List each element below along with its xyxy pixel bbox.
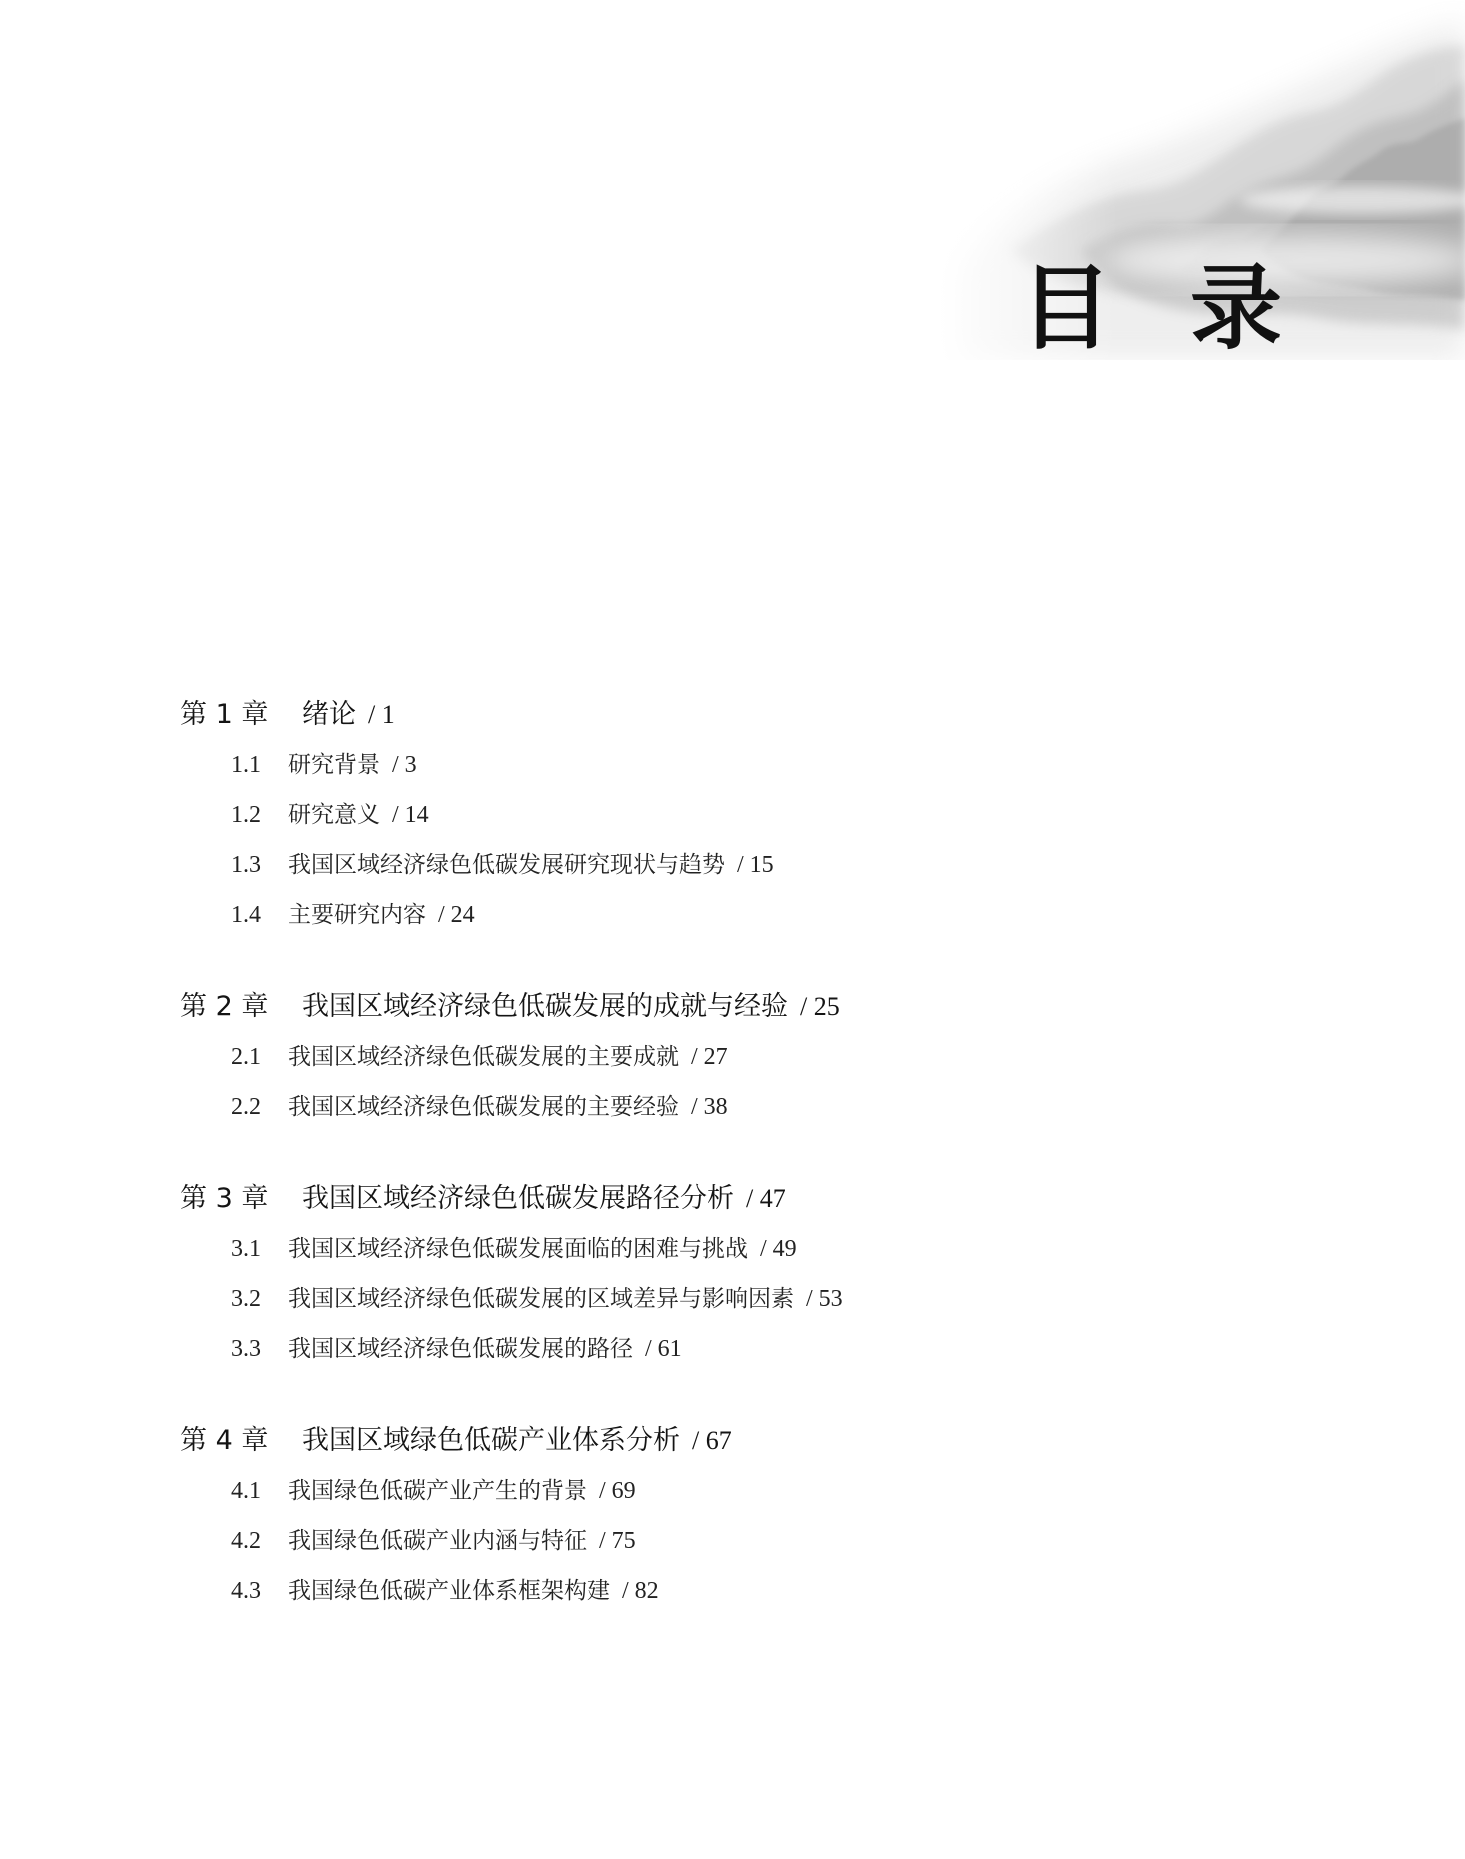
toc-section-entry[interactable] [180,1224,1380,1274]
chapter-page: / 1 [368,700,395,729]
section-number: 4.2 [231,1528,261,1554]
section-number: 4.3 [231,1578,261,1604]
toc-section-entry[interactable] [180,1566,1380,1616]
section-page: / 15 [737,852,774,878]
section-page: / 3 [392,752,417,778]
chapter-number: 第 2 章 [180,991,269,1022]
section-page: / 49 [760,1236,797,1262]
section-title: 我国区域经济绿色低碳发展的路径 [288,1336,633,1362]
section-page: / 14 [392,802,429,828]
section-page: / 53 [806,1286,843,1312]
section-title: 我国绿色低碳产业产生的背景 [288,1478,587,1504]
toc-section-entry[interactable] [180,790,1380,840]
toc-section-entry[interactable] [180,1516,1380,1566]
section-number: 1.2 [231,802,261,828]
chapter-title: 我国区域经济绿色低碳发展路径分析 [302,1183,734,1214]
chapter-heading[interactable] [180,1416,1380,1466]
toc-section-entry[interactable] [180,1466,1380,1516]
chapter-number: 第 1 章 [180,699,269,730]
chapter-title: 绪论 [302,699,356,730]
section-number: 3.3 [231,1336,261,1362]
section-title: 研究意义 [288,802,380,828]
chapter-4 [180,1416,1380,1616]
chapter-page: / 47 [746,1184,786,1213]
section-title: 我国区域经济绿色低碳发展的区域差异与影响因素 [288,1286,794,1312]
chapter-number: 第 3 章 [180,1183,269,1214]
section-page: / 82 [622,1578,659,1604]
section-number: 2.1 [231,1044,261,1070]
chapter-3 [180,1174,1380,1374]
chapter-page: / 67 [692,1426,732,1455]
section-title: 主要研究内容 [288,902,426,928]
chapter-page: / 25 [800,992,840,1021]
section-page: / 27 [691,1044,728,1070]
chapter-heading[interactable] [180,1174,1380,1224]
page-title-char-1: 目 [1020,254,1113,362]
toc-section-entry[interactable] [180,1082,1380,1132]
chapter-title: 我国区域经济绿色低碳发展的成就与经验 [302,991,788,1022]
section-page: / 24 [438,902,475,928]
section-title: 我国区域经济绿色低碳发展面临的困难与挑战 [288,1236,748,1262]
section-page: / 38 [691,1094,728,1120]
section-number: 2.2 [231,1094,261,1120]
toc-section-entry[interactable] [180,840,1380,890]
page-title [1020,254,1283,362]
section-number: 1.3 [231,852,261,878]
chapter-heading[interactable] [180,690,1380,740]
section-page: / 75 [599,1528,636,1554]
section-page: / 69 [599,1478,636,1504]
toc-section-entry[interactable] [180,1324,1380,1374]
toc-section-entry[interactable] [180,740,1380,790]
section-number: 3.1 [231,1236,261,1262]
section-title: 我国绿色低碳产业体系框架构建 [288,1578,610,1604]
section-number: 1.1 [231,752,261,778]
section-title: 我国绿色低碳产业内涵与特征 [288,1528,587,1554]
section-title: 我国区域经济绿色低碳发展研究现状与趋势 [288,852,725,878]
section-number: 1.4 [231,902,261,928]
chapter-heading[interactable] [180,982,1380,1032]
table-of-contents [180,690,1380,1658]
toc-section-entry[interactable] [180,1274,1380,1324]
chapter-title: 我国区域绿色低碳产业体系分析 [302,1425,680,1456]
page-title-char-2: 录 [1190,254,1283,362]
section-title: 我国区域经济绿色低碳发展的主要成就 [288,1044,679,1070]
section-number: 4.1 [231,1478,261,1504]
chapter-number: 第 4 章 [180,1425,269,1456]
chapter-1 [180,690,1380,940]
section-page: / 61 [645,1336,682,1362]
chapter-2 [180,982,1380,1132]
section-title: 我国区域经济绿色低碳发展的主要经验 [288,1094,679,1120]
section-number: 3.2 [231,1286,261,1312]
toc-section-entry[interactable] [180,1032,1380,1082]
toc-section-entry[interactable] [180,890,1380,940]
section-title: 研究背景 [288,752,380,778]
